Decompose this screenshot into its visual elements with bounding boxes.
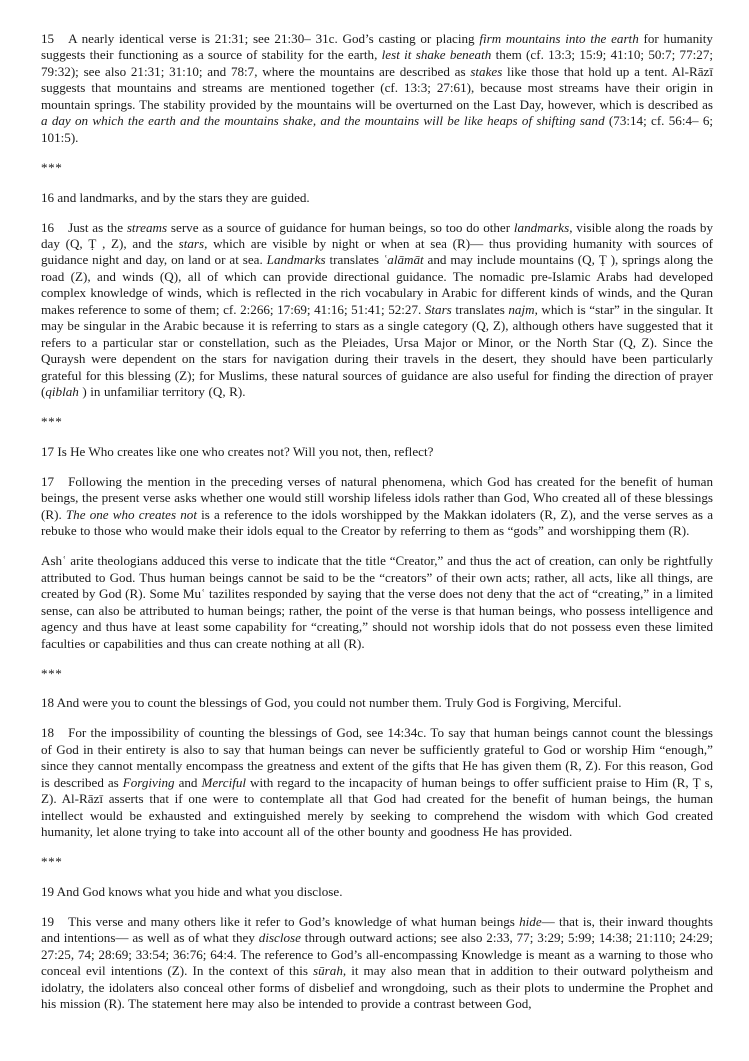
commentary-number: 17 — [41, 473, 55, 489]
commentary-paragraph: 17 Following the mention in the preceding verses of natural phenomena, which God has created for the benefit of human beings, the present verse asks whether one would still worship lifeless idols rather than God, Who created all of these blessings (R). The one who creates not is a reference to the idols worshipped by the Makkan idolaters (R, Z), and the verse serves as a rebuke to those who would make their idols equal to the Creator by referring to them as “gods” and worshipping them (R). — [41, 473, 714, 539]
commentary-number: 18 — [41, 725, 55, 741]
commentary-number: 19 — [41, 913, 55, 929]
verse-text: 19 And God knows what you hide and what you disclose. — [41, 884, 343, 900]
verse-text: 18 And were you to count the blessings of God, you could not number them. Truly God is Forgiving, Merciful. — [41, 695, 622, 711]
commentary-number: 15 — [41, 31, 55, 46]
section-separator: *** — [41, 159, 63, 175]
commentary-paragraph: 15 A nearly identical verse is 21:31; see 21:30– 31c. God’s casting or placing firm mountains into the earth for humanity suggests their functioning as a source of stability for the earth, lest it shake beneath them (cf. 13:3; 15:9; 41:10; 50:7; 77:27; 79:32); see also 21:31; 31:10; and 78:7, where the mountains are described as stakes like those that hold up a tent. Al-Rāzī suggests that mountains and streams are mentioned together (cf. 13:3; 27:61), because most streams have their origin in mountain springs. The stability provided by the mountains will be overturned on the Last Day, however, which is described as a day on which the earth and the mountains shake, and the mountains will be like heaps of shifting sand (73:14; cf. 56:4– 6; 101:5). — [41, 31, 713, 145]
commentary-number: 16 — [41, 219, 55, 235]
section-separator: *** — [41, 414, 63, 430]
commentary-paragraph: 18 For the impossibility of counting the blessings of God, see 14:34c. To say that human beings cannot count the blessings of God in their entirety is also to say that human beings can never be sufficiently grateful to God or worship Him “enough,” since they cannot mentally encompass the greatness and extent of the gifts that He has given them (R, Z). For this reason, God is described as Forgiving and Merciful with regard to the incapacity of human beings to offer sufficient praise to Him (R, Ṭ s, Z). Al-Rāzī asserts that if one were to contemplate all that God had created for the benefit of human beings, the human intellect would be exhausted and extinguished merely by seeking to comprehend the wisdom with which God created humanity, let alone trying to take into account all of the other bounty and goodness He has provided. — [41, 725, 713, 840]
verse-text: 17 Is He Who creates like one who creates not? Will you not, then, reflect? — [41, 444, 434, 460]
section-separator: *** — [41, 854, 63, 870]
commentary-paragraph-continued: Ashʿ arite theologians adduced this verse to indicate that the title “Creator,” and thus the act of creation, can only be rightfully attributed to God. Thus human beings cannot be said to be the “creators” of their own acts; rather, all acts, like all things, are created by God (R). Some Muʿ tazilites responded by saying that the verse does not deny that the act of “creating,” in a limited sense, can also be attributed to human beings; rather, the point of the verse is that human beings, who possess intelligence and agency and thus have at least some capability for “creating,” should not worship idols that do not possess even these limited faculties or capabilities and thus can create nothing at all (R). — [41, 553, 713, 651]
commentary-paragraph: 19 This verse and many others like it refer to God’s knowledge of what human beings hide— that is, their inward thoughts and intentions— as well as of what they disclose through outward actions; see also 2:33, 77; 3:29; 5:99; 14:38; 21:110; 24:29; 27:25, 74; 28:69; 33:54; 36:76; 64:4. The reference to God’s all-encompassing Knowledge is meant as a warning to those who conceal evil intentions (Z). In the context of this sūrah, it may also mean that in addition to their outward polytheism and idolatry, the idolaters also conceal other forms of disbelief and wrongdoing, such as their plots to undermine the Prophet and his mission (R). The statement here may also be intended to provide a contrast between God, — [41, 913, 714, 1012]
section-separator: *** — [41, 665, 63, 681]
verse-text: 16 and landmarks, and by the stars they are guided. — [41, 189, 310, 205]
commentary-paragraph: 16 Just as the streams serve as a source of guidance for human beings, so too do other landmarks, visible along the roads by day (Q, Ṭ , Z), and the stars, which are visible by night or when at sea (R)— thus providing humanity with sources of guidance night and day, on land or at sea. Landmarks translates ʿalāmāt and may include mountains (Q, Ṭ ), springs along the road (Z), and winds (Q), all of which can provide directional guidance. The nomadic pre-Islamic Arabs had developed complex knowledge of winds, which is reflected in the rich vocabulary in Arabic for different kinds of winds, and the Quran makes reference to some of them; cf. 2:266; 17:69; 41:16; 51:41; 52:27. Stars translates najm, which is “star” in the singular. It may be singular in the Arabic because it is referring to stars as a single category (Q, Z), although others have suggested that it refers to a particular star or constellation, such as the Pleiades, Ursa Major or Minor, or the North Star (Q, Z). Since the Quraysh were dependent on the stars for navigation during their travels in the desert, they should have been particularly grateful for this blessing (Z); for Muslims, these natural sources of guidance are also useful for finding the direction of prayer (qiblah ) in unfamiliar territory (Q, R). — [41, 219, 714, 400]
page-text-column — [41, 31, 713, 1026]
